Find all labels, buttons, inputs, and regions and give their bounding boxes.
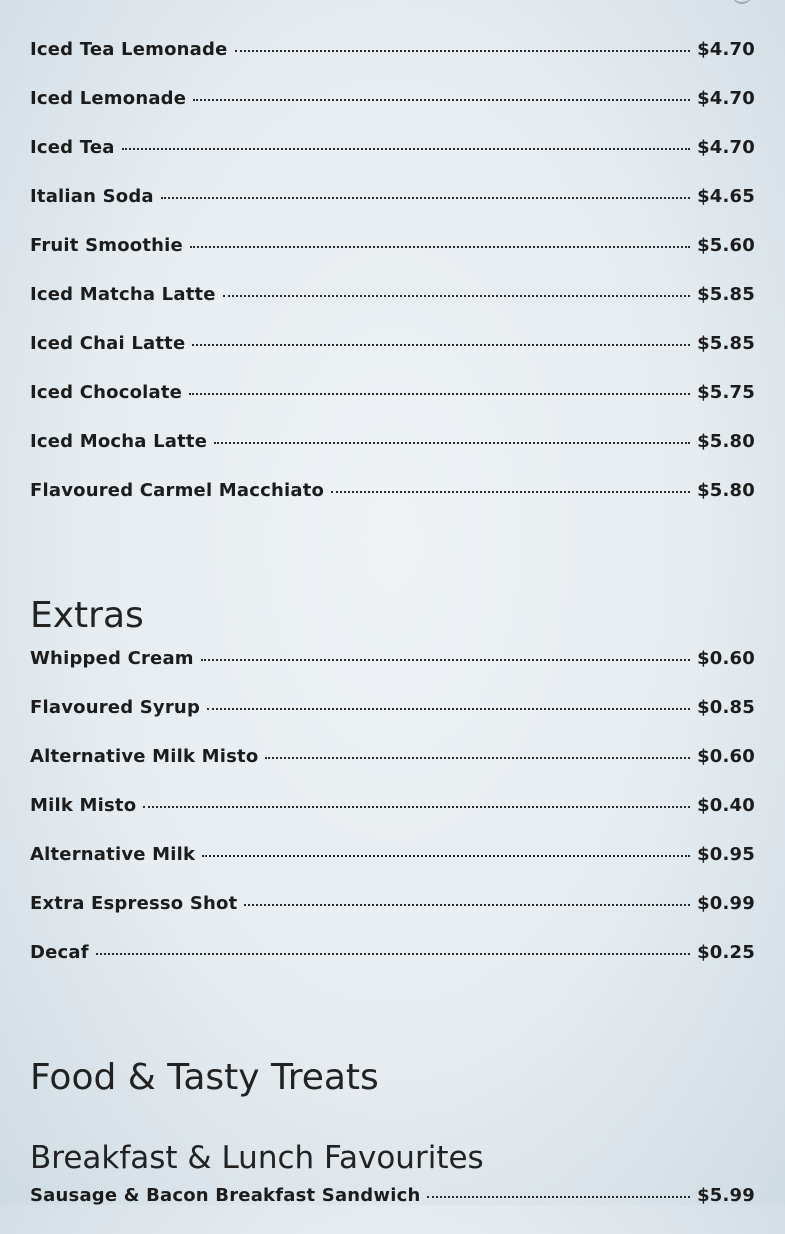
item-name: Iced Chai Latte — [30, 333, 186, 354]
item-price: $4.70 — [697, 88, 755, 109]
drinks-list — [30, 39, 755, 529]
subsection-title-breakfast-lunch: Breakfast & Lunch Favourites — [30, 1140, 484, 1176]
dot-leader — [223, 295, 690, 297]
dot-leader — [96, 953, 690, 955]
dot-leader — [331, 491, 690, 493]
item-name: Alternative Milk Misto — [30, 746, 259, 767]
item-price: $5.99 — [697, 1185, 755, 1206]
menu-item — [30, 284, 755, 333]
item-name: Whipped Cream — [30, 648, 194, 669]
section-title-food: Food & Tasty Treats — [30, 1057, 379, 1098]
item-price: $0.25 — [697, 942, 755, 963]
menu-item — [30, 186, 755, 235]
menu-item — [30, 942, 755, 991]
item-name: Fruit Smoothie — [30, 235, 183, 256]
dot-leader — [143, 806, 690, 808]
dot-leader — [214, 442, 690, 444]
menu-item — [30, 431, 755, 480]
menu-item — [30, 697, 755, 746]
item-price: $5.85 — [697, 284, 755, 305]
item-name: Alternative Milk — [30, 844, 196, 865]
menu-item — [30, 39, 755, 88]
item-name: Flavoured Syrup — [30, 697, 201, 718]
item-name: Iced Tea Lemonade — [30, 39, 228, 60]
item-name: Iced Tea — [30, 137, 115, 158]
dot-leader — [235, 50, 691, 52]
item-price: $0.40 — [697, 795, 755, 816]
item-price: $5.85 — [697, 333, 755, 354]
item-name: Iced Lemonade — [30, 88, 187, 109]
item-price: $4.70 — [697, 39, 755, 60]
dot-leader — [265, 757, 690, 759]
item-name: Extra Espresso Shot — [30, 893, 238, 914]
item-name: Milk Misto — [30, 795, 137, 816]
dot-leader — [189, 393, 690, 395]
item-price: $5.80 — [697, 480, 755, 501]
dot-leader — [244, 904, 690, 906]
item-name: Decaf — [30, 942, 89, 963]
food-list — [30, 1185, 755, 1234]
item-name: Sausage & Bacon Breakfast Sandwich — [30, 1185, 421, 1206]
item-price: $0.85 — [697, 697, 755, 718]
menu-item — [30, 746, 755, 795]
item-name: Italian Soda — [30, 186, 154, 207]
dot-leader — [201, 659, 690, 661]
section-title-extras: Extras — [30, 595, 144, 636]
dot-leader — [190, 246, 690, 248]
menu-item — [30, 844, 755, 893]
extras-list — [30, 648, 755, 991]
item-name: Iced Matcha Latte — [30, 284, 216, 305]
menu-item — [30, 893, 755, 942]
dot-leader — [427, 1196, 690, 1198]
item-name: Iced Mocha Latte — [30, 431, 208, 452]
menu-item — [30, 137, 755, 186]
dot-leader — [122, 148, 690, 150]
item-price: $5.60 — [697, 235, 755, 256]
item-price: $0.95 — [697, 844, 755, 865]
menu-item — [30, 1185, 755, 1234]
dot-leader — [192, 344, 690, 346]
dot-leader — [161, 197, 690, 199]
item-price: $0.60 — [697, 648, 755, 669]
menu-item — [30, 648, 755, 697]
item-name: Iced Chocolate — [30, 382, 183, 403]
item-price: $5.75 — [697, 382, 755, 403]
dot-leader — [193, 99, 690, 101]
menu-item — [30, 480, 755, 529]
menu-item — [30, 333, 755, 382]
menu-item — [30, 88, 755, 137]
dot-leader — [202, 855, 690, 857]
item-price: $4.65 — [697, 186, 755, 207]
menu-item — [30, 235, 755, 284]
item-price: $4.70 — [697, 137, 755, 158]
item-price: $0.99 — [697, 893, 755, 914]
item-price: $5.80 — [697, 431, 755, 452]
menu-item — [30, 382, 755, 431]
decorative-mark — [732, 0, 752, 4]
dot-leader — [207, 708, 690, 710]
menu-item — [30, 795, 755, 844]
item-price: $0.60 — [697, 746, 755, 767]
item-name: Flavoured Carmel Macchiato — [30, 480, 325, 501]
